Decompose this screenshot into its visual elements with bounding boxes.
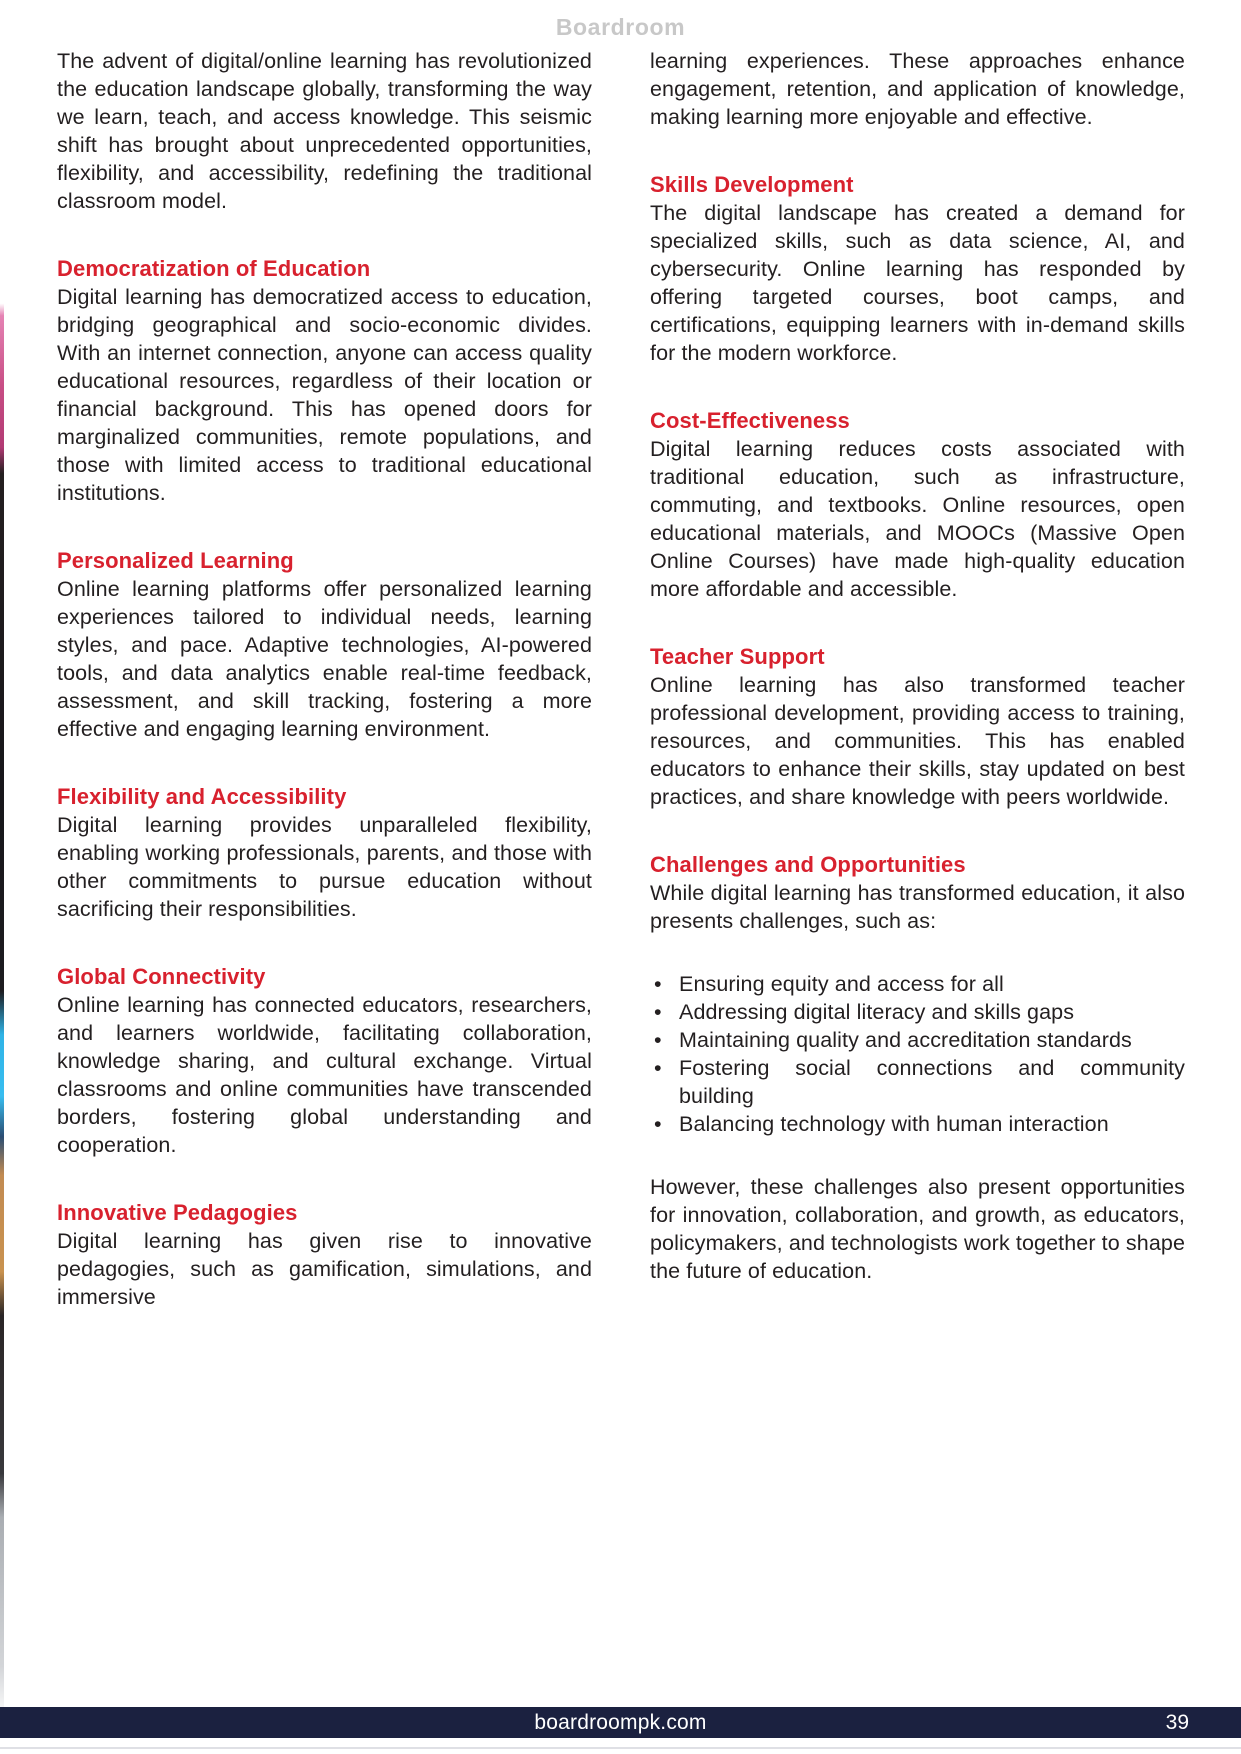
- section-paragraph: While digital learning has transformed education, it also presents challenges, such as:: [650, 881, 1185, 933]
- magazine-title: Boardroom: [555, 14, 686, 40]
- section-heading: Cost-Effectiveness: [650, 408, 850, 433]
- list-item: • Addressing digital literacy and skills gaps: [650, 998, 1185, 1026]
- section-paragraph: Digital learning reduces costs associated with traditional education, such as infrastructure, commuting, and textbooks. Online resources, open educational materials, and MOOCs (Massive Open Online Courses) have made high-quality education more affordable and accessible.: [650, 437, 1185, 601]
- article-body: [0, 47, 1241, 1311]
- footer-hairline-divider: [0, 1747, 1241, 1749]
- section-paragraph: Digital learning has given rise to innovative pedagogies, such as gamification, simulations, and immersive: [57, 1229, 592, 1309]
- section-personalized-learning: [57, 547, 592, 743]
- footer-page-number: 39: [1165, 1710, 1189, 1734]
- section-challenges-opportunities: [650, 851, 1185, 935]
- list-item: • Fostering social connections and community building: [650, 1054, 1185, 1110]
- continuation-paragraph: learning experiences. These approaches enhance engagement, retention, and application of knowledge, making learning more enjoyable and effective.: [650, 49, 1185, 129]
- section-democratization: [57, 255, 592, 507]
- intro-paragraph: The advent of digital/online learning has revolutionized the education landscape globally, transforming the way we learn, teach, and access knowledge. This seismic shift has brought about unprecedented opportunities, flexibility, and accessibility, redefining the traditional classroom model.: [57, 49, 592, 213]
- section-innovative-pedagogies: [57, 1199, 592, 1311]
- section-global-connectivity: [57, 963, 592, 1159]
- list-item: • Balancing technology with human interaction: [650, 1110, 1185, 1138]
- closing-paragraph: However, these challenges also present opportunities for innovation, collaboration, and growth, as educators, policymakers, and technologists work together to shape the future of education.: [650, 1175, 1185, 1283]
- section-paragraph: Online learning has connected educators, researchers, and learners worldwide, facilitating collaboration, knowledge sharing, and cultural exchange. Virtual classrooms and online communities have transcended borders, fostering global understanding and cooperation.: [57, 993, 592, 1157]
- section-heading: Challenges and Opportunities: [650, 852, 966, 877]
- section-paragraph: Digital learning provides unparalleled flexibility, enabling working professionals, parents, and those with other commitments to pursue education without sacrificing their responsibilities.: [57, 813, 592, 921]
- section-heading: Personalized Learning: [57, 548, 294, 573]
- section-paragraph: The digital landscape has created a demand for specialized skills, such as data science, AI, and cybersecurity. Online learning has responded by offering targeted courses, boot camps, and certifications, equipping learners with in-demand skills for the modern workforce.: [650, 201, 1185, 365]
- footer-bar: [0, 1707, 1241, 1738]
- section-paragraph: Digital learning has democratized access to education, bridging geographical and socio-economic divides. With an internet connection, anyone can access quality educational resources, regardless of their location or financial background. This has opened doors for marginalized communities, remote populations, and those with limited access to traditional educational institutions.: [57, 285, 592, 505]
- section-paragraph: Online learning platforms offer personalized learning experiences tailored to individual needs, learning styles, and pace. Adaptive technologies, AI-powered tools, and data analytics enable real-time feedback, assessment, and skill tracking, fostering a more effective and engaging learning environment.: [57, 577, 592, 741]
- section-cost-effectiveness: [650, 407, 1185, 603]
- section-heading: Teacher Support: [650, 644, 825, 669]
- footer-website: boardroompk.com: [534, 1710, 707, 1734]
- section-heading: Flexibility and Accessibility: [57, 784, 347, 809]
- section-teacher-support: [650, 643, 1185, 811]
- section-paragraph: Online learning has also transformed teacher professional development, providing access to training, resources, and communities. This has enabled educators to enhance their skills, stay updated on best practices, and share knowledge with peers worldwide.: [650, 673, 1185, 809]
- section-flexibility-accessibility: [57, 783, 592, 923]
- left-edge-photo-strip: [0, 0, 4, 1754]
- section-heading: Democratization of Education: [57, 256, 371, 281]
- list-item: • Maintaining quality and accreditation standards: [650, 1026, 1185, 1054]
- section-heading: Global Connectivity: [57, 964, 266, 989]
- list-item: • Ensuring equity and access for all: [650, 970, 1185, 998]
- section-skills-development: [650, 171, 1185, 367]
- section-heading: Skills Development: [650, 172, 854, 197]
- challenges-bullet-list: [650, 970, 1185, 1138]
- right-column: [650, 47, 1185, 1311]
- left-column: [57, 47, 592, 1311]
- section-heading: Innovative Pedagogies: [57, 1200, 298, 1225]
